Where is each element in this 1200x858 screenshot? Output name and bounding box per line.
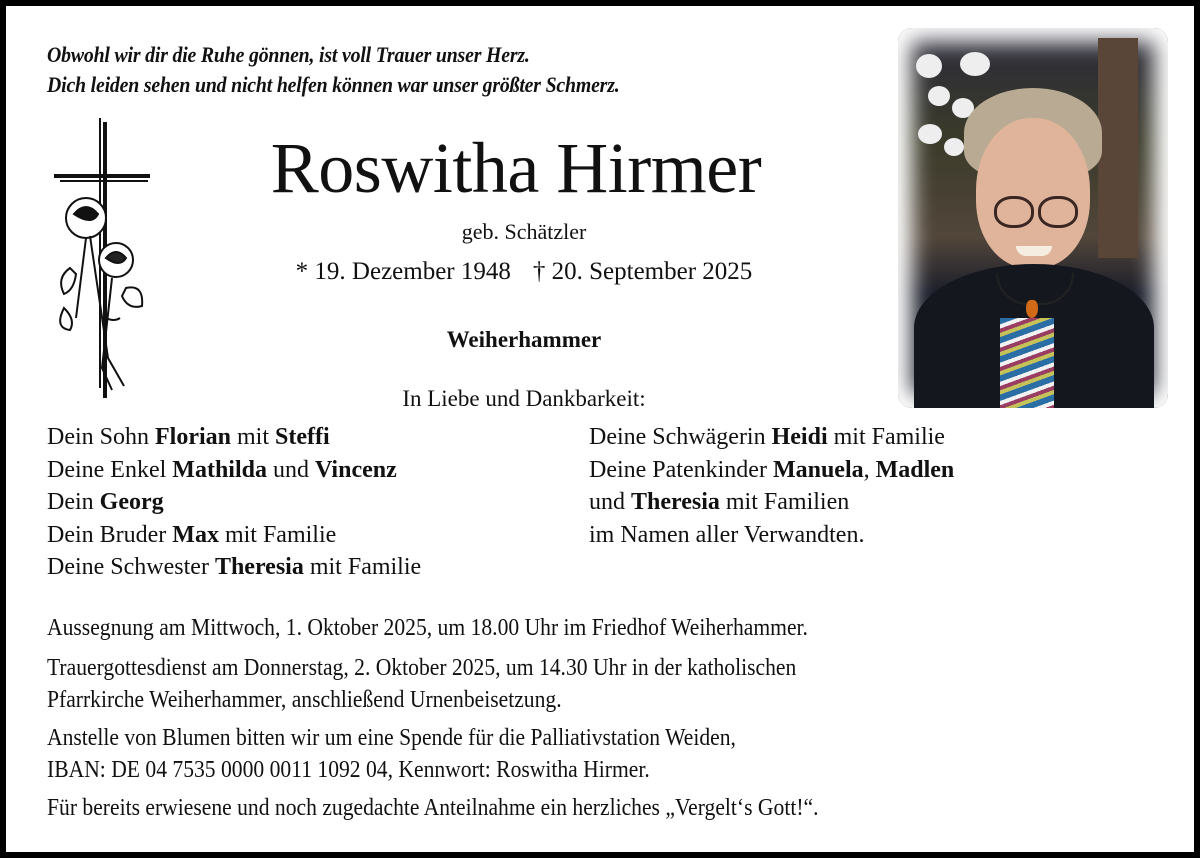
motto-line-1: Obwohl wir dir die Ruhe gönnen, ist voll Trauer unser Herz. bbox=[47, 42, 530, 67]
mourner-line: Dein Sohn Florian mit Steffi bbox=[47, 424, 330, 450]
mourner-line: und Theresia mit Familien bbox=[589, 489, 850, 515]
service-line-2: Pfarrkirche Weiherhammer, anschließend Urnenbeisetzung. bbox=[47, 687, 562, 713]
motto-verse bbox=[47, 40, 620, 100]
maiden-name: geb. Schätzler bbox=[461, 219, 587, 244]
portrait-photo bbox=[898, 28, 1168, 408]
mourner-line: im Namen aller Verwandten. bbox=[589, 521, 865, 548]
mourner-line: Deine Schwägerin Heidi mit Familie bbox=[589, 424, 945, 450]
service-line-1: Trauergottesdienst am Donnerstag, 2. Oktober 2025, um 14.30 Uhr in der katholischen bbox=[47, 655, 797, 681]
deceased-name bbox=[6, 128, 1026, 208]
dedication-line: In Liebe und Dankbarkeit: bbox=[402, 386, 646, 411]
birth-date: * 19. Dezember 1948 bbox=[295, 258, 511, 285]
obituary-notice bbox=[6, 6, 1194, 852]
funeral-service-info bbox=[47, 652, 796, 716]
donation-info bbox=[47, 722, 736, 786]
mourner-line: Dein Georg bbox=[47, 489, 164, 515]
mourner-line: Deine Patenkinder Manuela, Madlen bbox=[589, 456, 955, 483]
blessing-info: Aussegnung am Mittwoch, 1. Oktober 2025, um 18.00 Uhr im Friedhof Weiherhammer. bbox=[47, 615, 808, 641]
donation-line-1: Anstelle von Blumen bitten wir um eine Spende für die Palliativstation Weiden, bbox=[47, 725, 736, 751]
mourner-line: Deine Enkel Mathilda und Vincenz bbox=[47, 456, 397, 483]
life-dates bbox=[224, 258, 824, 286]
mourner-line: Deine Schwester Theresia mit Familie bbox=[47, 554, 422, 580]
mourners-right-column bbox=[589, 421, 954, 551]
donation-iban-line: IBAN: DE 04 7535 0000 0011 1092 04, Kennwort: Roswitha Hirmer. bbox=[47, 757, 650, 783]
death-date: † 20. September 2025 bbox=[532, 258, 753, 285]
deceased-name-text: Roswitha Hirmer bbox=[270, 128, 762, 208]
mourners-left-column bbox=[47, 421, 421, 584]
thanks-line: Für bereits erwiesene und noch zugedachte Anteilnahme ein herzliches „Vergelt‘s Gott!“. bbox=[47, 795, 819, 821]
mourner-line: Dein Bruder Max mit Familie bbox=[47, 521, 337, 548]
hometown: Weiherhammer bbox=[446, 327, 602, 352]
motto-line-2: Dich leiden sehen und nicht helfen können war unser größter Schmerz. bbox=[47, 72, 620, 97]
